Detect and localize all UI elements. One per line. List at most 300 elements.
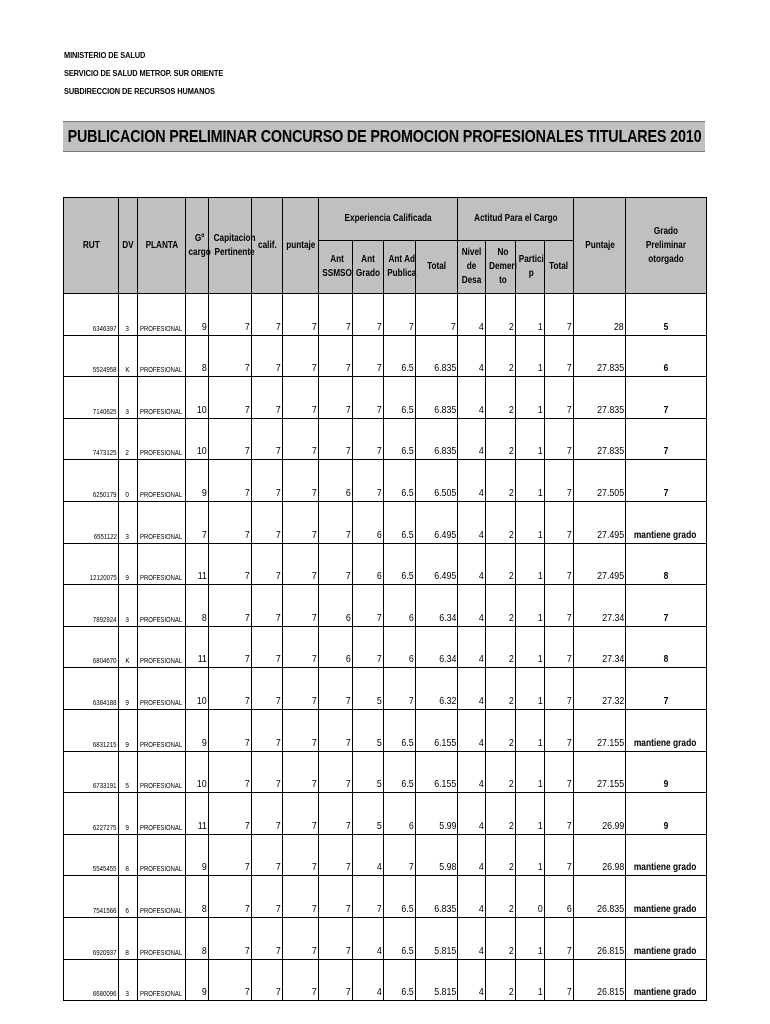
ant-publica-cell: 6.5 bbox=[384, 501, 416, 543]
rut-cell: 12120075 bbox=[64, 543, 119, 585]
dv-cell: 8 bbox=[119, 834, 138, 876]
puntaje-cell: 7 bbox=[283, 793, 319, 835]
apt-total-cell: 7 bbox=[545, 543, 574, 585]
apt-total-cell: 7 bbox=[545, 959, 574, 1001]
ant-ssmso-cell: 7 bbox=[319, 793, 353, 835]
ant-ssmso-cell: 7 bbox=[319, 917, 353, 959]
apt-total-cell: 6 bbox=[545, 876, 574, 918]
ant-ssmso-cell: 7 bbox=[319, 418, 353, 460]
planta-cell: PROFESIONAL bbox=[138, 876, 186, 918]
puntaje-cell: 7 bbox=[283, 834, 319, 876]
rut-cell: 7541566 bbox=[64, 876, 119, 918]
ant-ssmso-cell: 7 bbox=[319, 294, 353, 336]
ant-grado-cell: 7 bbox=[353, 377, 384, 419]
grado-cargo-cell: 7 bbox=[186, 501, 209, 543]
nivel-desa-cell: 4 bbox=[458, 294, 486, 336]
puntaje-final-cell: 27.495 bbox=[574, 501, 626, 543]
dv-cell: 5 bbox=[119, 751, 138, 793]
grado-cargo-cell: 10 bbox=[186, 668, 209, 710]
table-row bbox=[64, 460, 707, 502]
calif-cell: 7 bbox=[252, 585, 283, 627]
ant-grado-cell: 7 bbox=[353, 335, 384, 377]
ant-publica-cell: 6 bbox=[384, 626, 416, 668]
ant-grado-cell: 7 bbox=[353, 460, 384, 502]
rut-cell: 6831215 bbox=[64, 709, 119, 751]
page-title: PUBLICACION PRELIMINAR CONCURSO DE PROMOCION PROFESIONALES TITULARES 2010 bbox=[67, 126, 701, 146]
calif-cell: 7 bbox=[252, 418, 283, 460]
ant-publica-cell: 6.5 bbox=[384, 543, 416, 585]
dv-cell: 9 bbox=[119, 668, 138, 710]
no-demerito-cell: 2 bbox=[486, 959, 516, 1001]
calif-cell: 7 bbox=[252, 668, 283, 710]
puntaje-cell: 7 bbox=[283, 543, 319, 585]
table-row bbox=[64, 418, 707, 460]
col-nivel-desa: Nivel de Desa bbox=[458, 241, 486, 294]
col-grado-preliminar: Grado Preliminar otorgado bbox=[626, 198, 707, 294]
exp-total-cell: 6.835 bbox=[416, 377, 458, 419]
puntaje-cell: 7 bbox=[283, 294, 319, 336]
ant-publica-cell: 6.5 bbox=[384, 959, 416, 1001]
nivel-desa-cell: 4 bbox=[458, 585, 486, 627]
grado-preliminar-cell: 9 bbox=[626, 751, 707, 793]
calif-cell: 7 bbox=[252, 377, 283, 419]
col-ant-grado: Ant Grado bbox=[353, 241, 384, 294]
no-demerito-cell: 2 bbox=[486, 917, 516, 959]
table-row bbox=[64, 959, 707, 1001]
puntaje-final-cell: 27.32 bbox=[574, 668, 626, 710]
puntaje-final-cell: 27.155 bbox=[574, 709, 626, 751]
ant-grado-cell: 5 bbox=[353, 709, 384, 751]
particip-cell: 1 bbox=[516, 793, 545, 835]
exp-total-cell: 6.835 bbox=[416, 418, 458, 460]
grado-cargo-cell: 10 bbox=[186, 377, 209, 419]
title-banner bbox=[63, 121, 705, 152]
grado-cargo-cell: 9 bbox=[186, 959, 209, 1001]
capacitacion-cell: 7 bbox=[209, 668, 252, 710]
calif-cell: 7 bbox=[252, 543, 283, 585]
puntaje-final-cell: 28 bbox=[574, 294, 626, 336]
rut-cell: 7473125 bbox=[64, 418, 119, 460]
nivel-desa-cell: 4 bbox=[458, 834, 486, 876]
puntaje-final-cell: 27.835 bbox=[574, 335, 626, 377]
table-row bbox=[64, 335, 707, 377]
nivel-desa-cell: 4 bbox=[458, 418, 486, 460]
table-row bbox=[64, 668, 707, 710]
ant-grado-cell: 7 bbox=[353, 585, 384, 627]
ant-ssmso-cell: 7 bbox=[319, 876, 353, 918]
planta-cell: PROFESIONAL bbox=[138, 501, 186, 543]
particip-cell: 1 bbox=[516, 959, 545, 1001]
table-row bbox=[64, 626, 707, 668]
exp-total-cell: 6.505 bbox=[416, 460, 458, 502]
planta-cell: PROFESIONAL bbox=[138, 377, 186, 419]
grado-preliminar-cell: 7 bbox=[626, 377, 707, 419]
grado-cargo-cell: 11 bbox=[186, 793, 209, 835]
col-puntaje-final: Puntaje bbox=[574, 198, 626, 294]
table-row bbox=[64, 876, 707, 918]
ant-publica-cell: 6.5 bbox=[384, 335, 416, 377]
particip-cell: 1 bbox=[516, 377, 545, 419]
organization-header bbox=[64, 46, 223, 100]
planta-cell: PROFESIONAL bbox=[138, 668, 186, 710]
particip-cell: 1 bbox=[516, 501, 545, 543]
grado-cargo-cell: 11 bbox=[186, 626, 209, 668]
rut-cell: 6920937 bbox=[64, 917, 119, 959]
apt-total-cell: 7 bbox=[545, 294, 574, 336]
table-row bbox=[64, 501, 707, 543]
particip-cell: 1 bbox=[516, 335, 545, 377]
no-demerito-cell: 2 bbox=[486, 460, 516, 502]
dv-cell: 8 bbox=[119, 917, 138, 959]
planta-cell: PROFESIONAL bbox=[138, 543, 186, 585]
nivel-desa-cell: 4 bbox=[458, 793, 486, 835]
grado-cargo-cell: 8 bbox=[186, 876, 209, 918]
ant-grado-cell: 5 bbox=[353, 793, 384, 835]
particip-cell: 1 bbox=[516, 543, 545, 585]
table-body bbox=[64, 294, 707, 1001]
planta-cell: PROFESIONAL bbox=[138, 335, 186, 377]
ant-ssmso-cell: 7 bbox=[319, 834, 353, 876]
grado-preliminar-cell: mantiene grado bbox=[626, 709, 707, 751]
col-rut: RUT bbox=[64, 198, 119, 294]
no-demerito-cell: 2 bbox=[486, 418, 516, 460]
apt-total-cell: 7 bbox=[545, 751, 574, 793]
no-demerito-cell: 2 bbox=[486, 626, 516, 668]
col-ant-ssmso: Ant SSMSO bbox=[319, 241, 353, 294]
grado-preliminar-cell: 9 bbox=[626, 793, 707, 835]
apt-total-cell: 7 bbox=[545, 377, 574, 419]
ant-grado-cell: 4 bbox=[353, 834, 384, 876]
ant-grado-cell: 5 bbox=[353, 668, 384, 710]
service-name: SERVICIO DE SALUD METROP. SUR ORIENTE bbox=[64, 68, 224, 78]
apt-total-cell: 7 bbox=[545, 668, 574, 710]
group-aptitud: Actitud Para el Cargo bbox=[458, 198, 574, 241]
table-row bbox=[64, 751, 707, 793]
no-demerito-cell: 2 bbox=[486, 793, 516, 835]
exp-total-cell: 5.99 bbox=[416, 793, 458, 835]
col-planta: PLANTA bbox=[138, 198, 186, 294]
puntaje-final-cell: 27.34 bbox=[574, 585, 626, 627]
table-row bbox=[64, 709, 707, 751]
rut-cell: 6227275 bbox=[64, 793, 119, 835]
ant-ssmso-cell: 7 bbox=[319, 709, 353, 751]
ant-ssmso-cell: 7 bbox=[319, 377, 353, 419]
ant-ssmso-cell: 7 bbox=[319, 668, 353, 710]
apt-total-cell: 7 bbox=[545, 335, 574, 377]
particip-cell: 1 bbox=[516, 709, 545, 751]
apt-total-cell: 7 bbox=[545, 917, 574, 959]
nivel-desa-cell: 4 bbox=[458, 668, 486, 710]
calif-cell: 7 bbox=[252, 751, 283, 793]
apt-total-cell: 7 bbox=[545, 626, 574, 668]
capacitacion-cell: 7 bbox=[209, 959, 252, 1001]
puntaje-final-cell: 26.815 bbox=[574, 959, 626, 1001]
ant-ssmso-cell: 7 bbox=[319, 501, 353, 543]
rut-cell: 6680096 bbox=[64, 959, 119, 1001]
ant-ssmso-cell: 6 bbox=[319, 460, 353, 502]
nivel-desa-cell: 4 bbox=[458, 460, 486, 502]
dv-cell: K bbox=[119, 626, 138, 668]
grado-preliminar-cell: mantiene grado bbox=[626, 917, 707, 959]
ant-grado-cell: 6 bbox=[353, 543, 384, 585]
puntaje-cell: 7 bbox=[283, 668, 319, 710]
grado-cargo-cell: 10 bbox=[186, 751, 209, 793]
dv-cell: 2 bbox=[119, 418, 138, 460]
ant-grado-cell: 6 bbox=[353, 501, 384, 543]
nivel-desa-cell: 4 bbox=[458, 626, 486, 668]
ant-grado-cell: 7 bbox=[353, 876, 384, 918]
planta-cell: PROFESIONAL bbox=[138, 751, 186, 793]
grado-preliminar-cell: mantiene grado bbox=[626, 876, 707, 918]
col-puntaje: puntaje bbox=[283, 198, 319, 294]
ant-grado-cell: 5 bbox=[353, 751, 384, 793]
col-ant-publica: Ant Ad Publica bbox=[384, 241, 416, 294]
capacitacion-cell: 7 bbox=[209, 876, 252, 918]
capacitacion-cell: 7 bbox=[209, 294, 252, 336]
apt-total-cell: 7 bbox=[545, 793, 574, 835]
particip-cell: 1 bbox=[516, 917, 545, 959]
ant-publica-cell: 6.5 bbox=[384, 917, 416, 959]
capacitacion-cell: 7 bbox=[209, 543, 252, 585]
capacitacion-cell: 7 bbox=[209, 751, 252, 793]
particip-cell: 1 bbox=[516, 460, 545, 502]
exp-total-cell: 6.155 bbox=[416, 751, 458, 793]
capacitacion-cell: 7 bbox=[209, 626, 252, 668]
puntaje-cell: 7 bbox=[283, 709, 319, 751]
ant-publica-cell: 6 bbox=[384, 793, 416, 835]
ant-publica-cell: 6.5 bbox=[384, 876, 416, 918]
nivel-desa-cell: 4 bbox=[458, 501, 486, 543]
col-grado-cargo: Gº cargo bbox=[186, 198, 209, 294]
puntaje-cell: 7 bbox=[283, 876, 319, 918]
rut-cell: 6346397 bbox=[64, 294, 119, 336]
no-demerito-cell: 2 bbox=[486, 501, 516, 543]
no-demerito-cell: 2 bbox=[486, 543, 516, 585]
nivel-desa-cell: 4 bbox=[458, 959, 486, 1001]
ant-ssmso-cell: 7 bbox=[319, 335, 353, 377]
ant-grado-cell: 7 bbox=[353, 294, 384, 336]
dv-cell: 3 bbox=[119, 501, 138, 543]
grado-preliminar-cell: 5 bbox=[626, 294, 707, 336]
grado-preliminar-cell: 7 bbox=[626, 460, 707, 502]
nivel-desa-cell: 4 bbox=[458, 876, 486, 918]
results-table bbox=[63, 197, 707, 1001]
puntaje-final-cell: 26.98 bbox=[574, 834, 626, 876]
rut-cell: 6250179 bbox=[64, 460, 119, 502]
grado-cargo-cell: 11 bbox=[186, 543, 209, 585]
grado-cargo-cell: 8 bbox=[186, 585, 209, 627]
puntaje-cell: 7 bbox=[283, 335, 319, 377]
calif-cell: 7 bbox=[252, 709, 283, 751]
dv-cell: 9 bbox=[119, 543, 138, 585]
planta-cell: PROFESIONAL bbox=[138, 460, 186, 502]
rut-cell: 5545455 bbox=[64, 834, 119, 876]
ant-publica-cell: 6.5 bbox=[384, 460, 416, 502]
puntaje-cell: 7 bbox=[283, 377, 319, 419]
department-name: SUBDIRECCION DE RECURSOS HUMANOS bbox=[64, 86, 215, 96]
calif-cell: 7 bbox=[252, 335, 283, 377]
col-calif: calif. bbox=[252, 198, 283, 294]
exp-total-cell: 6.495 bbox=[416, 501, 458, 543]
puntaje-cell: 7 bbox=[283, 585, 319, 627]
capacitacion-cell: 7 bbox=[209, 793, 252, 835]
no-demerito-cell: 2 bbox=[486, 876, 516, 918]
no-demerito-cell: 2 bbox=[486, 834, 516, 876]
puntaje-cell: 7 bbox=[283, 917, 319, 959]
puntaje-final-cell: 26.835 bbox=[574, 876, 626, 918]
ant-grado-cell: 4 bbox=[353, 917, 384, 959]
table-row bbox=[64, 793, 707, 835]
ant-publica-cell: 6.5 bbox=[384, 709, 416, 751]
planta-cell: PROFESIONAL bbox=[138, 294, 186, 336]
puntaje-cell: 7 bbox=[283, 460, 319, 502]
particip-cell: 1 bbox=[516, 834, 545, 876]
calif-cell: 7 bbox=[252, 917, 283, 959]
puntaje-final-cell: 27.835 bbox=[574, 418, 626, 460]
ant-publica-cell: 7 bbox=[384, 668, 416, 710]
dv-cell: 6 bbox=[119, 876, 138, 918]
planta-cell: PROFESIONAL bbox=[138, 959, 186, 1001]
puntaje-cell: 7 bbox=[283, 959, 319, 1001]
exp-total-cell: 7 bbox=[416, 294, 458, 336]
capacitacion-cell: 7 bbox=[209, 418, 252, 460]
grado-preliminar-cell: 7 bbox=[626, 418, 707, 460]
grado-cargo-cell: 9 bbox=[186, 294, 209, 336]
particip-cell: 1 bbox=[516, 668, 545, 710]
no-demerito-cell: 2 bbox=[486, 377, 516, 419]
nivel-desa-cell: 4 bbox=[458, 709, 486, 751]
table-row bbox=[64, 294, 707, 336]
group-experiencia: Experiencia Calificada bbox=[319, 198, 458, 241]
ant-publica-cell: 7 bbox=[384, 834, 416, 876]
ant-publica-cell: 6.5 bbox=[384, 377, 416, 419]
exp-total-cell: 6.34 bbox=[416, 626, 458, 668]
rut-cell: 6804670 bbox=[64, 626, 119, 668]
capacitacion-cell: 7 bbox=[209, 709, 252, 751]
exp-total-cell: 6.34 bbox=[416, 585, 458, 627]
ant-publica-cell: 7 bbox=[384, 294, 416, 336]
table-row bbox=[64, 543, 707, 585]
apt-total-cell: 7 bbox=[545, 834, 574, 876]
ant-ssmso-cell: 6 bbox=[319, 585, 353, 627]
calif-cell: 7 bbox=[252, 460, 283, 502]
grado-cargo-cell: 9 bbox=[186, 709, 209, 751]
no-demerito-cell: 2 bbox=[486, 294, 516, 336]
rut-cell: 6384188 bbox=[64, 668, 119, 710]
dv-cell: 3 bbox=[119, 585, 138, 627]
puntaje-cell: 7 bbox=[283, 751, 319, 793]
apt-total-cell: 7 bbox=[545, 501, 574, 543]
no-demerito-cell: 2 bbox=[486, 709, 516, 751]
puntaje-final-cell: 26.815 bbox=[574, 917, 626, 959]
ant-ssmso-cell: 6 bbox=[319, 626, 353, 668]
exp-total-cell: 5.98 bbox=[416, 834, 458, 876]
no-demerito-cell: 2 bbox=[486, 751, 516, 793]
capacitacion-cell: 7 bbox=[209, 335, 252, 377]
exp-total-cell: 6.835 bbox=[416, 876, 458, 918]
calif-cell: 7 bbox=[252, 501, 283, 543]
particip-cell: 1 bbox=[516, 626, 545, 668]
rut-cell: 6551122 bbox=[64, 501, 119, 543]
apt-total-cell: 7 bbox=[545, 460, 574, 502]
puntaje-final-cell: 27.34 bbox=[574, 626, 626, 668]
particip-cell: 1 bbox=[516, 751, 545, 793]
col-particip: Partici p bbox=[516, 241, 545, 294]
planta-cell: PROFESIONAL bbox=[138, 626, 186, 668]
puntaje-final-cell: 27.155 bbox=[574, 751, 626, 793]
capacitacion-cell: 7 bbox=[209, 834, 252, 876]
col-dv: DV bbox=[119, 198, 138, 294]
rut-cell: 7892924 bbox=[64, 585, 119, 627]
col-no-demerito: No Demeri to bbox=[486, 241, 516, 294]
grado-preliminar-cell: mantiene grado bbox=[626, 834, 707, 876]
dv-cell: 9 bbox=[119, 793, 138, 835]
col-capacitacion: Capitacion Pertinente bbox=[209, 198, 252, 294]
grado-preliminar-cell: mantiene grado bbox=[626, 501, 707, 543]
dv-cell: 0 bbox=[119, 460, 138, 502]
no-demerito-cell: 2 bbox=[486, 585, 516, 627]
grado-cargo-cell: 9 bbox=[186, 460, 209, 502]
ant-grado-cell: 7 bbox=[353, 418, 384, 460]
nivel-desa-cell: 4 bbox=[458, 543, 486, 585]
dv-cell: 9 bbox=[119, 709, 138, 751]
exp-total-cell: 6.835 bbox=[416, 335, 458, 377]
dv-cell: 3 bbox=[119, 959, 138, 1001]
grado-cargo-cell: 8 bbox=[186, 917, 209, 959]
exp-total-cell: 6.32 bbox=[416, 668, 458, 710]
capacitacion-cell: 7 bbox=[209, 501, 252, 543]
capacitacion-cell: 7 bbox=[209, 460, 252, 502]
exp-total-cell: 6.495 bbox=[416, 543, 458, 585]
capacitacion-cell: 7 bbox=[209, 917, 252, 959]
calif-cell: 7 bbox=[252, 959, 283, 1001]
apt-total-cell: 7 bbox=[545, 418, 574, 460]
ministry-name: MINISTERIO DE SALUD bbox=[64, 50, 146, 60]
grado-preliminar-cell: 7 bbox=[626, 668, 707, 710]
puntaje-final-cell: 27.505 bbox=[574, 460, 626, 502]
grado-preliminar-cell: 8 bbox=[626, 543, 707, 585]
calif-cell: 7 bbox=[252, 793, 283, 835]
grado-preliminar-cell: 6 bbox=[626, 335, 707, 377]
calif-cell: 7 bbox=[252, 294, 283, 336]
dv-cell: K bbox=[119, 335, 138, 377]
grado-cargo-cell: 9 bbox=[186, 834, 209, 876]
rut-cell: 5524958 bbox=[64, 335, 119, 377]
nivel-desa-cell: 4 bbox=[458, 377, 486, 419]
ant-ssmso-cell: 7 bbox=[319, 543, 353, 585]
calif-cell: 7 bbox=[252, 626, 283, 668]
table-row bbox=[64, 834, 707, 876]
grado-cargo-cell: 8 bbox=[186, 335, 209, 377]
planta-cell: PROFESIONAL bbox=[138, 418, 186, 460]
calif-cell: 7 bbox=[252, 876, 283, 918]
table-row bbox=[64, 377, 707, 419]
grado-cargo-cell: 10 bbox=[186, 418, 209, 460]
grado-preliminar-cell: 8 bbox=[626, 626, 707, 668]
planta-cell: PROFESIONAL bbox=[138, 793, 186, 835]
puntaje-final-cell: 26.99 bbox=[574, 793, 626, 835]
grado-preliminar-cell: mantiene grado bbox=[626, 959, 707, 1001]
table-row bbox=[64, 585, 707, 627]
ant-ssmso-cell: 7 bbox=[319, 751, 353, 793]
dv-cell: 3 bbox=[119, 377, 138, 419]
ant-grado-cell: 7 bbox=[353, 626, 384, 668]
col-apt-total: Total bbox=[545, 241, 574, 294]
ant-publica-cell: 6.5 bbox=[384, 751, 416, 793]
planta-cell: PROFESIONAL bbox=[138, 917, 186, 959]
planta-cell: PROFESIONAL bbox=[138, 709, 186, 751]
exp-total-cell: 5.815 bbox=[416, 959, 458, 1001]
